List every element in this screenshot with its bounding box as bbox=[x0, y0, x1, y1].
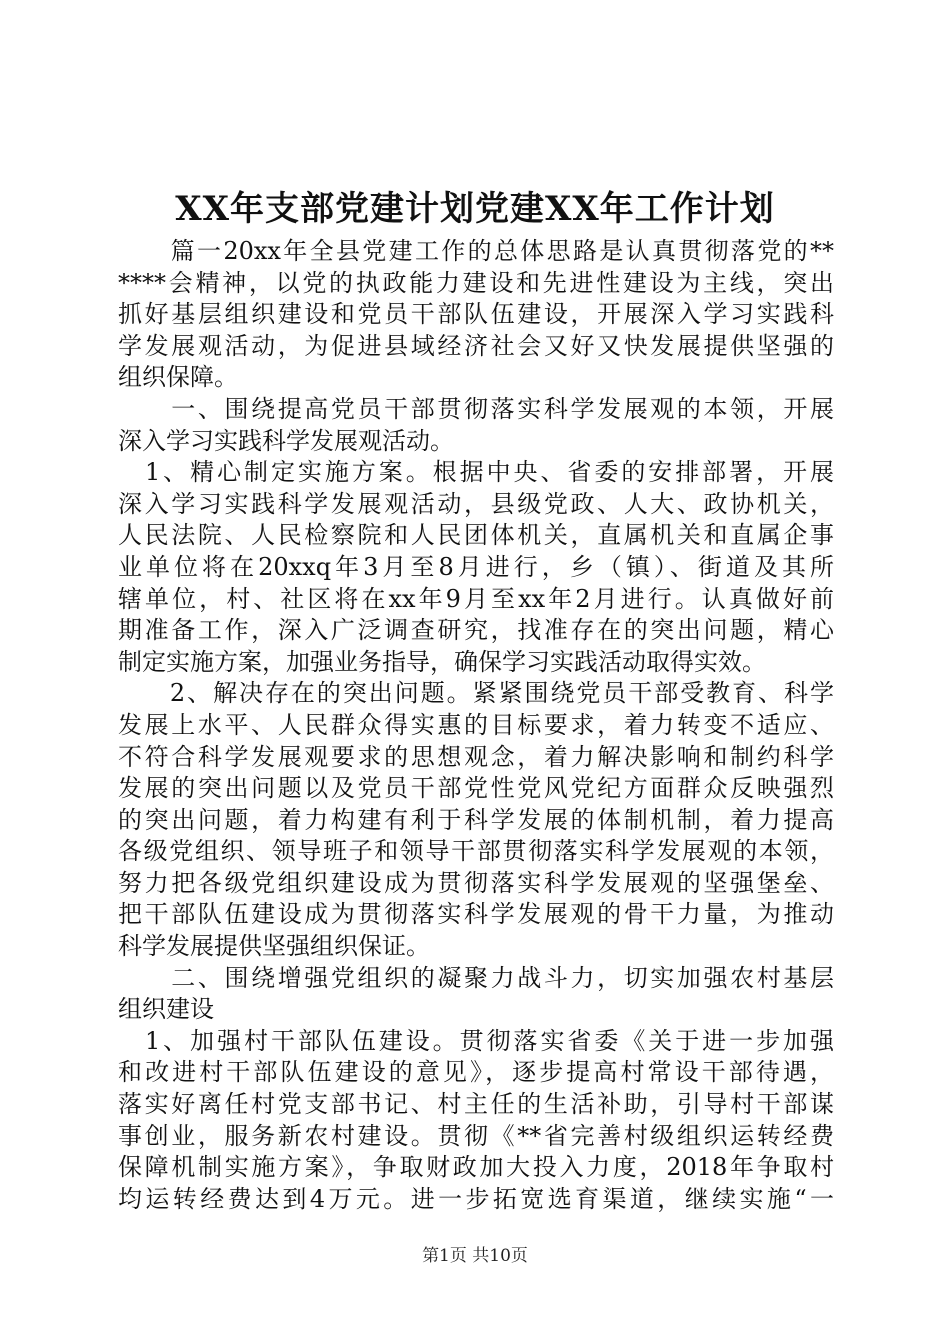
text-line: 人民法院、人民检察院和人民团体机关，直属机关和直属企事 bbox=[118, 521, 834, 550]
text-line: 学发展观活动，为促进县域经济社会又好又快发展提供坚强的 bbox=[118, 331, 834, 360]
text-line: 和改进村干部队伍建设的意见》，逐步提高村常设干部待遇， bbox=[118, 1058, 834, 1087]
text-line: 深入学习实践科学发展观活动，县级党政、人大、政协机关， bbox=[118, 489, 834, 518]
text-line: 1、精心制定实施方案。根据中央、省委的安排部署，开展 bbox=[118, 458, 834, 487]
text-line: 篇一20xx年全县党建工作的总体思路是认真贯彻落党的** bbox=[118, 237, 834, 265]
text-line: 二、围绕增强党组织的凝聚力战斗力，切实加强农村基层 bbox=[118, 963, 834, 992]
document-body bbox=[118, 236, 834, 1215]
text-line: 2、解决存在的突出问题。紧紧围绕党员干部受教育、科学 bbox=[118, 679, 834, 708]
text-line: 落实好离任村党支部书记、村主任的生活补助，引导村干部谋 bbox=[118, 1090, 834, 1119]
text-line: 的突出问题，着力构建有利于科学发展的体制机制，着力提高 bbox=[118, 805, 834, 834]
text-line: 1、加强村干部队伍建设。贯彻落实省委《关于进一步加强 bbox=[118, 1026, 834, 1055]
text-line: 辖单位，村、社区将在xx年9月至xx年2月进行。认真做好前 bbox=[118, 584, 834, 613]
text-line: 科学发展提供坚强组织保证。 bbox=[118, 932, 430, 961]
text-line: 发展上水平、人民群众得实惠的目标要求，着力转变不适应、 bbox=[118, 710, 834, 739]
text-line: 把干部队伍建设成为贯彻落实科学发展观的骨干力量，为推动 bbox=[118, 900, 834, 929]
text-line: 制定实施方案，加强业务指导，确保学习实践活动取得实效。 bbox=[118, 647, 766, 676]
text-line: ****会精神，以党的执政能力建设和先进性建设为主线，突出 bbox=[118, 268, 834, 297]
text-line: 发展的突出问题以及党员干部党性党风党纪方面群众反映强烈 bbox=[118, 774, 834, 803]
text-line: 组织建设 bbox=[118, 995, 214, 1024]
text-line: 事创业，服务新农村建设。贯彻《**省完善村级组织运转经费 bbox=[118, 1121, 834, 1150]
text-line: 深入学习实践科学发展观活动。 bbox=[118, 426, 454, 455]
text-line: 努力把各级党组织建设成为贯彻落实科学发展观的坚强堡垒、 bbox=[118, 868, 834, 897]
text-line: 期准备工作，深入广泛调查研究，找准存在的突出问题，精心 bbox=[118, 616, 834, 645]
text-line: 组织保障。 bbox=[118, 363, 238, 392]
page-footer: 第1页 共10页 bbox=[422, 1246, 528, 1266]
text-line: 不符合科学发展观要求的思想观念，着力解决影响和制约科学 bbox=[118, 742, 834, 771]
text-line: 一、围绕提高党员干部贯彻落实科学发展观的本领，开展 bbox=[118, 394, 834, 423]
text-line: 抓好基层组织建设和党员干部队伍建设，开展深入学习实践科 bbox=[118, 300, 834, 329]
text-line: 各级党组织、领导班子和领导干部贯彻落实科学发展观的本领， bbox=[118, 837, 834, 866]
text-line: 保障机制实施方案》，争取财政加大投入力度，2018年争取村 bbox=[118, 1153, 834, 1182]
text-line: 业单位将在20xxq年3月至8月进行，乡（镇）、街道及其所 bbox=[118, 552, 834, 581]
document-title: XX年支部党建计划党建XX年工作计划 bbox=[175, 189, 775, 229]
text-line: 均运转经费达到4万元。进一步拓宽选育渠道，继续实施“一 bbox=[118, 1184, 834, 1213]
